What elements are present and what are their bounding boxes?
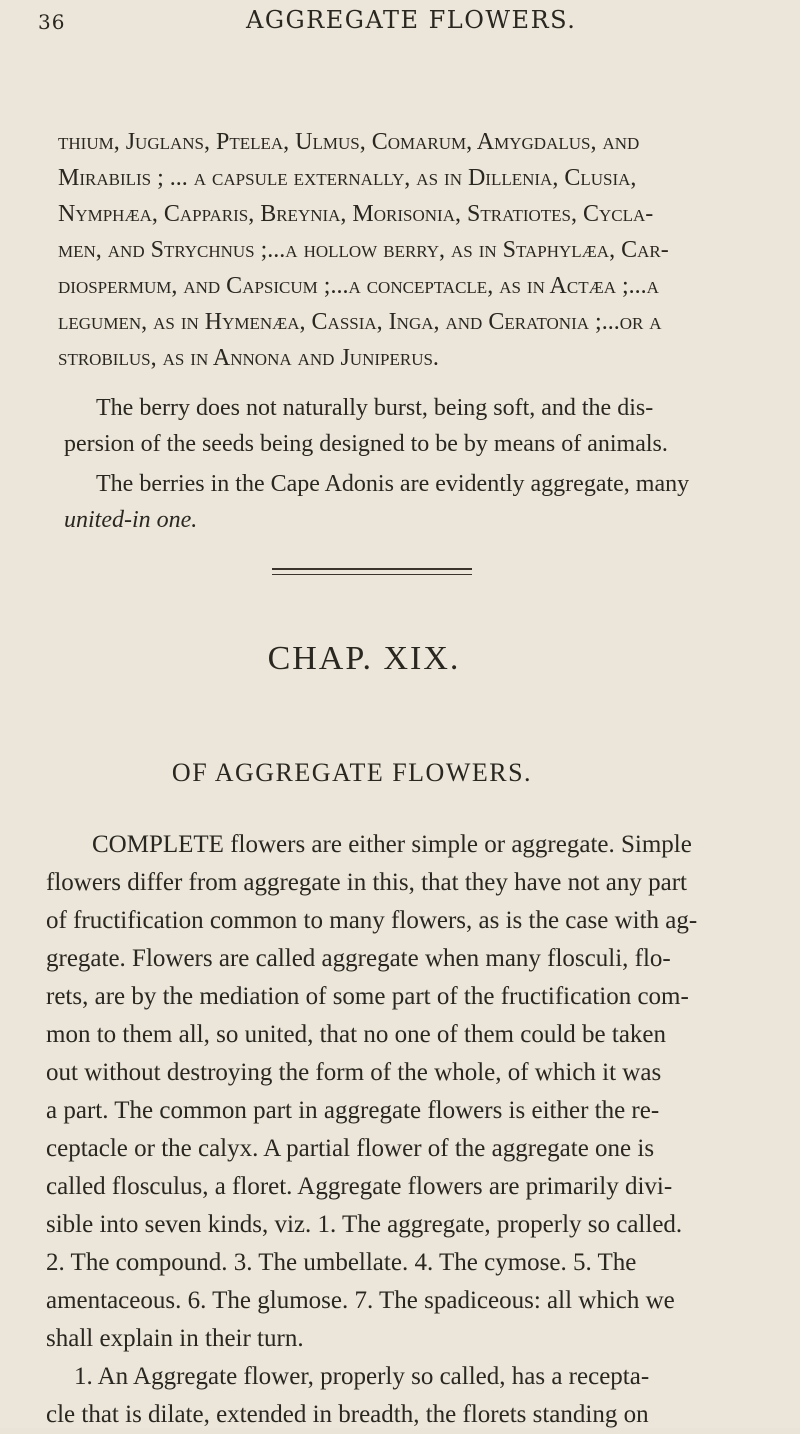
body-line: a part. The common part in aggregate flowers is either the re- <box>46 1097 660 1124</box>
cape-paragraph <box>96 466 768 502</box>
body-line: 2. The compound. 3. The umbellate. 4. The cymose. 5. The <box>46 1249 637 1276</box>
intro-line: Mirabilis ; ... a capsule externally, as in Dillenia, Clusia, <box>58 165 637 191</box>
body-line: cle that is dilate, extended in breadth, the florets standing on <box>46 1401 649 1428</box>
body-line: flowers differ from aggregate in this, that they have not any part <box>46 869 687 896</box>
page-number: 36 <box>38 10 66 34</box>
berry-paragraph-cont <box>64 426 768 462</box>
cape-line: united-in one. <box>64 507 198 533</box>
body-line: 1. An Aggregate flower, properly so called, has a recepta- <box>74 1363 650 1390</box>
body-line: amentaceous. 6. The glumose. 7. The spadiceous: all which we <box>46 1287 675 1314</box>
berry-paragraph <box>96 390 768 426</box>
chapter-title: OF AGGREGATE FLOWERS. <box>171 758 533 787</box>
body-line: rets, are by the mediation of some part of the fructification com- <box>46 983 689 1010</box>
body-line: ceptacle or the calyx. A partial flower of the aggregate one is <box>46 1135 655 1162</box>
body-line: out without destroying the form of the whole, of which it was <box>46 1059 662 1086</box>
body-line: mon to them all, so united, that no one of them could be taken <box>46 1021 667 1048</box>
intro-line: men, and Strychnus ;...a hollow berry, as in Staphylæa, Car- <box>58 237 669 263</box>
chapter-number: CHAP. XIX. <box>267 640 461 677</box>
intro-line: diospermum, and Capsicum ;...a conceptacle, as in Actæa ;...a <box>58 273 659 299</box>
intro-line: Nymphæa, Capparis, Breynia, Morisonia, Stratiotes, Cycla- <box>58 201 654 227</box>
body-line: sible into seven kinds, viz. 1. The aggregate, properly so called. <box>46 1211 683 1238</box>
berry-line: The berry does not naturally burst, being soft, and the dis- <box>96 395 654 421</box>
body-line: called flosculus, a floret. Aggregate flowers are primarily divi- <box>46 1173 673 1200</box>
body-line: shall explain in their turn. <box>46 1325 304 1352</box>
cape-paragraph-cont <box>64 502 768 538</box>
section-rule-thin <box>272 574 472 575</box>
body-line: gregate. Flowers are called aggregate when many flosculi, flo- <box>46 945 671 972</box>
intro-text <box>58 124 768 376</box>
body-line: of fructification common to many flowers, as is the case with ag- <box>46 907 698 934</box>
running-head: AGGREGATE FLOWERS. <box>246 6 577 34</box>
cape-line: The berries in the Cape Adonis are evidently aggregate, many <box>96 471 690 497</box>
berry-line: persion of the seeds being designed to be by means of animals. <box>64 431 668 457</box>
intro-line: thium, Juglans, Ptelea, Ulmus, Comarum, Amygdalus, and <box>58 129 640 155</box>
body-line: COMPLETE flowers are either simple or aggregate. Simple <box>92 831 692 858</box>
intro-line: strobilus, as in Annona and Juniperus. <box>58 345 439 371</box>
page-header <box>38 2 778 42</box>
body-text <box>46 826 776 1434</box>
intro-line: legumen, as in Hymenæa, Cassia, Inga, and Ceratonia ;...or a <box>58 309 662 335</box>
section-rule <box>272 568 472 570</box>
